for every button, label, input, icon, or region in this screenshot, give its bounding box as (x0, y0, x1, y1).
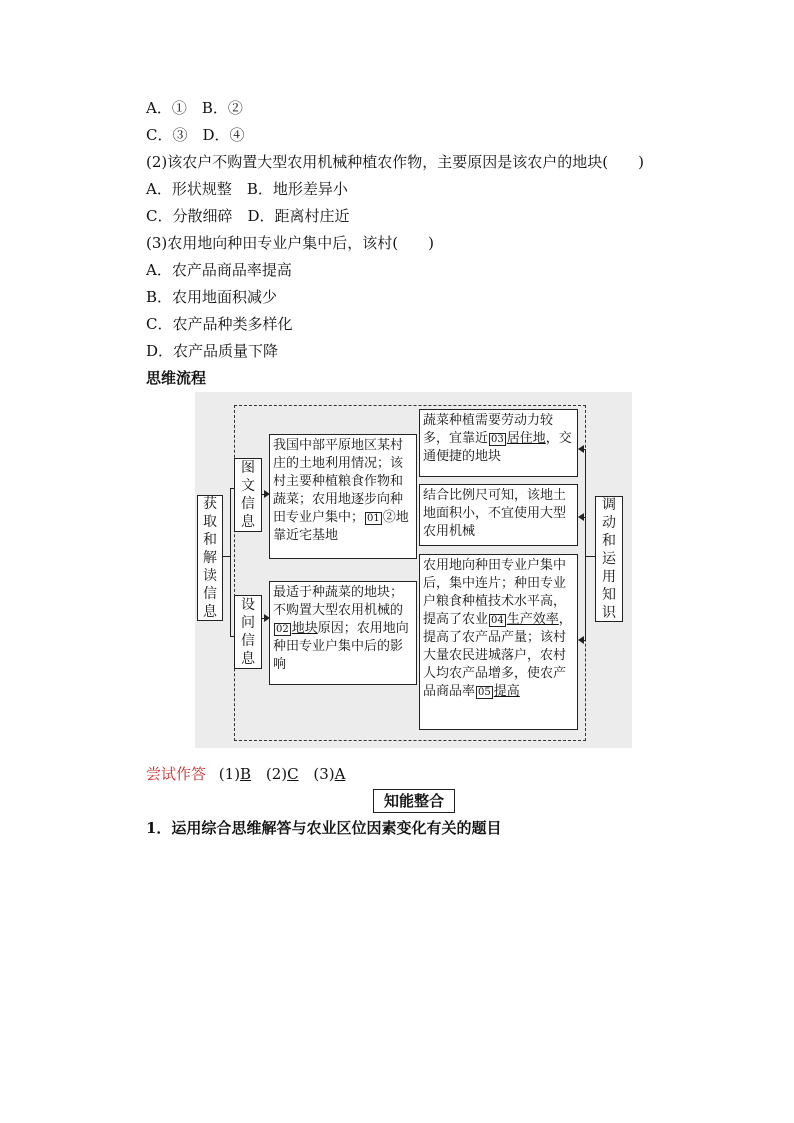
connector (585, 556, 595, 557)
left-label: 获取和解读信息 (203, 496, 217, 620)
answer-q1: (1) (218, 765, 241, 783)
k1-mid: 居住地 (506, 431, 546, 446)
answer-line (146, 763, 345, 784)
knowledge-box-2 (419, 484, 578, 546)
answer-q3: (3) (313, 765, 335, 783)
marker-03: 03 (491, 434, 504, 445)
connector (585, 449, 586, 640)
knowledge-box-1 (419, 409, 578, 477)
right-label: 调动和运用知识 (602, 497, 616, 621)
marker-04: 04 (491, 615, 504, 626)
k2-text: 结合比例尺可知，该地土地面积小，不宜使用大型农用机械 (423, 488, 567, 539)
q3-stem: (3)农用地向种田专业户集中后，该村( ) (146, 234, 434, 252)
info-top-tail: ②地靠近宅基地 (273, 510, 409, 543)
info-bottom-mid: 地块 (291, 621, 318, 636)
info-bottom-post: 原因；农用地向种田专业户集中后的影响 (273, 621, 409, 672)
mid-top-label-box (234, 458, 262, 532)
mid-bottom-label: 设问信息 (241, 597, 255, 667)
info-top-box (269, 434, 417, 559)
answer-label: 尝试作答 (146, 765, 207, 783)
q2-stem: (2)该农户不购置大型农用机械种植农作物，主要原因是该农户的地块( ) (146, 153, 644, 171)
q3-option-c: C．农产品种类多样化 (146, 315, 293, 333)
arrow-left-icon (578, 513, 584, 521)
info-bottom-box (269, 581, 417, 685)
arrow-left-icon (578, 636, 584, 644)
k3-mid: ，提高了农产品产量；该村大量农民进城落户，农村人均农产品增多，使农产品商品率 (423, 612, 572, 699)
mid-bottom-label-box (234, 595, 262, 669)
section-title: 知能整合 (373, 789, 455, 813)
info-top-text: 我国中部平原地区某村庄的土地利用情况；该村主要种植粮食作物和蔬菜；农用地逐步向种田专业户集中； (273, 438, 404, 525)
q2-options-ab: A．形状规整 B．地形差异小 (146, 180, 348, 198)
flow-heading: 思维流程 (146, 369, 207, 387)
knowledge-box-3 (419, 554, 578, 730)
connector (223, 556, 230, 557)
q3-option-b: B．农用地面积减少 (146, 288, 278, 306)
info-bottom-pre: 最适于种蔬菜的地块；不购置大型农用机械的 (273, 585, 404, 618)
arrow-left-icon (578, 445, 584, 453)
answer-a3: A (334, 765, 346, 783)
connector (230, 488, 231, 636)
marker-05: 05 (478, 687, 491, 698)
k1-pre: 蔬菜种植需要劳动力较多，宜靠近 (423, 413, 554, 446)
mid-top-label: 图文信息 (241, 460, 255, 530)
answer-a1: B (240, 765, 252, 783)
right-label-box (595, 496, 623, 622)
k3-mid4: 生产效率 (506, 612, 559, 627)
marker-01: 01 (367, 513, 380, 524)
q2-options-cd: C．分散细碎 D．距离村庄近 (146, 207, 350, 225)
left-label-box (197, 495, 223, 621)
k1-post: ，交通便捷的地块 (423, 431, 572, 464)
thinking-flow-diagram (195, 392, 632, 748)
k3-mid5: 提高 (493, 684, 520, 699)
q1-options-cd: C．③ D．④ (146, 126, 245, 144)
marker-02: 02 (276, 624, 289, 635)
answer-q2: (2) (265, 765, 288, 783)
item-1: 1．运用综合思维解答与农业区位因素变化有关的题目 (146, 819, 502, 837)
q3-option-a: A．农产品商品率提高 (146, 261, 292, 279)
answer-a2: C (287, 765, 299, 783)
k3-pre: 农用地向种田专业户集中后，集中连片；种田专业户粮食种植技术水平高，提高了农业 (423, 558, 567, 627)
q3-option-d: D．农产品质量下降 (146, 342, 279, 360)
q1-options-ab: A．① B．② (146, 99, 243, 117)
